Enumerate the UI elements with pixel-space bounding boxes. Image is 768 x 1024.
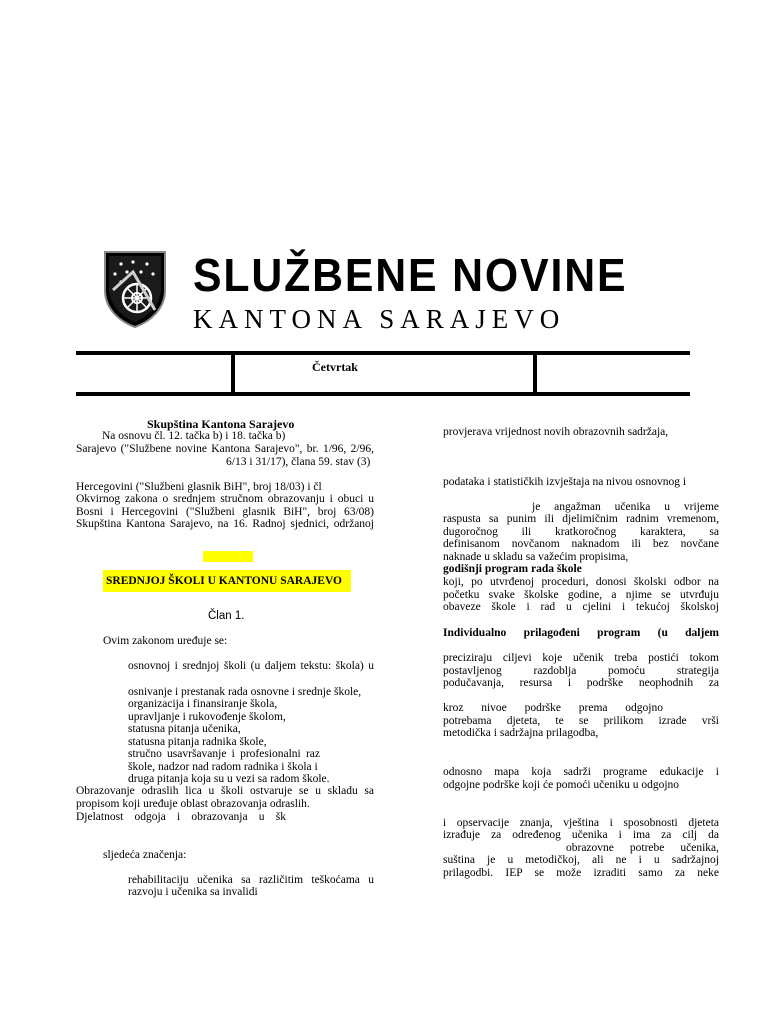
intro-line: 6/13 i 31/17), člana 59. stav (3) xyxy=(226,456,371,468)
header-bottom-rule xyxy=(76,392,690,396)
assembly-heading: Skupština Kantona Sarajevo xyxy=(147,417,295,431)
list-item: osnivanje i prestanak rada osnovne i srednje škole, xyxy=(128,686,362,698)
article-number: Član 1. xyxy=(208,610,245,622)
iep-line: podučavanja, resursa i podrške neophodnih za xyxy=(443,677,719,689)
portfolio-line: odnosno mapa koja sadrži programe edukacije i xyxy=(443,766,719,778)
iep-heading: Individualno prilagođeni program (u daljem xyxy=(443,627,719,639)
support-levels-line: kroz nivoe podrške prema odgojno xyxy=(443,702,663,714)
scope-item: osnovnoj i srednjoj školi (u daljem tekstu: škola) u xyxy=(128,660,374,672)
observation-line: prilagodbi. IEP se može izraditi samo za neke xyxy=(443,867,719,879)
para1-line: Okvirnog zakona o srednjem stručnom obrazovanju i obuci u xyxy=(76,493,374,505)
law-title-highlighted: SREDNJOJ ŠKOLI U KANTONU SARAJEVO xyxy=(103,570,351,592)
header-divider-right xyxy=(533,353,537,394)
observation-line: suština je u metodičkoj, ali ne i u sadržajnoj xyxy=(443,854,719,866)
intro-line: Sarajevo ("Službene novine Kantona Sarajevo", br. 1/96, 2/96, xyxy=(76,443,374,455)
header-divider-left xyxy=(231,353,235,394)
annual-program-line: koji, po utvrđenoj proceduri, donosi školski odbor na xyxy=(443,576,719,588)
internship-line: je angažman učenika u vrijeme xyxy=(532,501,719,513)
masthead-title: SLUŽBENE NOVINE xyxy=(193,249,628,301)
intro-line: Na osnovu čl. 12. tačka b) i 18. tačka b) xyxy=(102,430,286,442)
iep-line: preciziraju ciljevi koje učenik treba postići tokom xyxy=(443,652,719,664)
issue-day: Četvrtak xyxy=(312,360,358,374)
internship-line: dugoročnog ili kratkoročnog karaktera, sa xyxy=(443,526,719,538)
observation-line: izrađuje za određenog učenika i ima za cilj da xyxy=(443,829,719,841)
highlight-block xyxy=(203,551,253,562)
para1-line: Bosni i Hercegovini ("Službeni glasnik BiH", broj 63/08) xyxy=(76,506,374,518)
para1-line: Hercegovini ("Službeni glasnik BiH", broj 18/03) i čl xyxy=(76,481,322,493)
coat-of-arms-logo xyxy=(103,250,167,328)
right-text-line: provjerava vrijednost novih obrazovnih sadržaja, xyxy=(443,426,669,438)
support-levels-line: metodička i sadržajna prilagodba, xyxy=(443,727,599,739)
activity-line: Djelatnost odgoja i obrazovanja u šk xyxy=(76,811,286,823)
adult-education-line: Obrazovanje odraslih lica u školi ostvaruje se u skladu sa xyxy=(76,785,374,797)
portfolio-line: odgojne podrške koji će pomoći učeniku u odgojno xyxy=(443,779,680,791)
rehab-line: razvoju i učenika sa invalidi xyxy=(128,886,258,898)
internship-line: definisanom novčanom naknadom ili bez novčane xyxy=(443,538,719,550)
header-top-rule xyxy=(76,351,690,355)
masthead-subtitle: KANTONA SARAJEVO xyxy=(193,304,566,334)
list-item: škole, nadzor nad radom radnika i škola i xyxy=(128,761,318,773)
internship-line: naknade u skladu sa važećim propisima, xyxy=(443,551,629,563)
observation-line: i opservacije znanja, vještina i sposobnosti djeteta xyxy=(443,817,719,829)
list-item: upravljanje i rukovođenje školom, xyxy=(128,711,286,723)
observation-line: obrazovne potrebe učenika, xyxy=(566,842,719,854)
adult-education-line: propisom koji uređuje oblast obrazovanja odraslih. xyxy=(76,798,310,810)
annual-program-line: obaveze škole i rad u cjelini i tekućoj školskoj xyxy=(443,601,719,613)
right-text-line: podataka i statističkih izvještaja na nivou osnovnog i xyxy=(443,476,687,488)
list-item: druga pitanja koja su u vezi sa radom škole. xyxy=(128,773,330,785)
rehab-line: rehabilitaciju učenika sa različitim teškoćama u xyxy=(128,874,374,886)
support-levels-line: potrebama djeteta, te se prilikom izrade vrši xyxy=(443,715,719,727)
list-item: stručno usavršavanje i profesionalni raz xyxy=(128,748,320,760)
para1-line: Skupština Kantona Sarajevo, na 16. Radnoj sjednici, održanoj xyxy=(76,518,374,530)
annual-program-heading: godišnji program rada škole xyxy=(443,563,582,575)
list-item: organizacija i finansiranje škola, xyxy=(128,698,278,710)
annual-program-line: početku svake školske godine, a njime se utvrđuju xyxy=(443,589,719,601)
internship-line: raspusta sa punim ili djelimičnim radnim vremenom, xyxy=(443,513,719,525)
list-item: statusna pitanja učenika, xyxy=(128,723,241,735)
list-item: statusna pitanja radnika škole, xyxy=(128,736,267,748)
scope-line: Ovim zakonom uređuje se: xyxy=(103,635,228,647)
meanings-line: sljedeća značenja: xyxy=(103,849,187,861)
iep-line: postavljenog razdoblja pomoću strategija xyxy=(443,665,719,677)
